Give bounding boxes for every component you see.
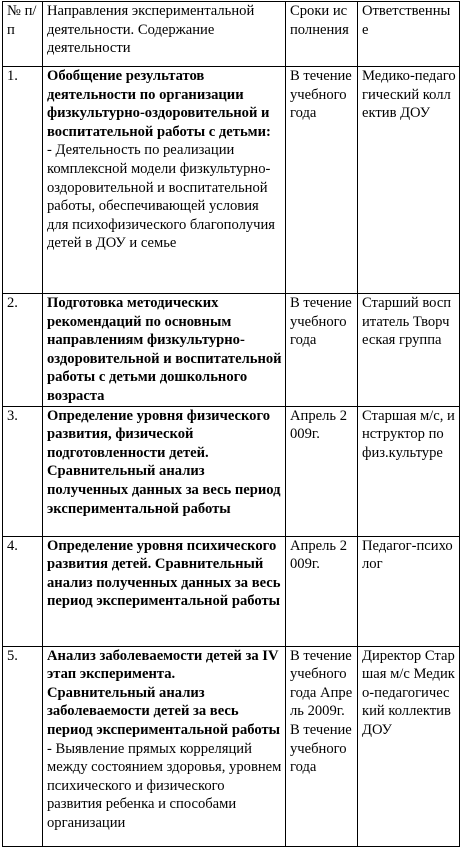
row-title: Определение уровня физического развития, физической подготовленности детей. Сравнительный анализ полученных данных за весь период экспериментальной работы bbox=[47, 407, 281, 517]
row-term: Апрель 2009г. bbox=[286, 406, 358, 536]
row-num: 3. bbox=[3, 406, 43, 536]
row-responsible: Старший воспитатель Творческая группа bbox=[358, 294, 460, 407]
table-row bbox=[3, 67, 460, 294]
row-title: Анализ заболеваемости детей за IV этап эксперимента. Сравнительный анализ заболеваемости детей за весь период экспериментальной работы bbox=[47, 647, 281, 738]
row-responsible: Старшая м/с, инструктор по физ.культуре bbox=[358, 406, 460, 536]
header-term: Сроки исполнения bbox=[286, 2, 358, 67]
row-direction bbox=[43, 646, 286, 846]
row-num: 4. bbox=[3, 536, 43, 646]
row-term: В течение учебного года bbox=[286, 67, 358, 294]
row-direction bbox=[43, 406, 286, 536]
experiment-plan-table bbox=[2, 1, 460, 847]
header-num: № п/п bbox=[3, 2, 43, 67]
row-responsible: Медико-педагогический коллектив ДОУ bbox=[358, 67, 460, 294]
row-num: 1. bbox=[3, 67, 43, 294]
table-row bbox=[3, 294, 460, 407]
table-row bbox=[3, 646, 460, 846]
row-title: Подготовка методических рекомендаций по основным направлениям физкультурно-оздоровительной и воспитательной работы с детьми дошкольного возраста bbox=[47, 295, 282, 404]
row-direction bbox=[43, 536, 286, 646]
table-row bbox=[3, 536, 460, 646]
row-responsible: Директор Старшая м/с Медико-педагогический коллектив ДОУ bbox=[358, 646, 460, 846]
row-direction bbox=[43, 67, 286, 294]
row-term: В течение учебного года bbox=[286, 294, 358, 407]
row-num: 2. bbox=[3, 294, 43, 407]
row-num: 5. bbox=[3, 646, 43, 846]
row-desc: - Выявление прямых корреляций между состоянием здоровья, уровнем психического и физического развития ребенка и способами организации bbox=[47, 740, 282, 831]
row-direction bbox=[43, 294, 286, 407]
row-desc: - Деятельность по реализации комплексной модели физкультурно-оздоровительной и воспитательной работы, обеспечивающей условия для психофизического благополучия детей в ДОУ и семье bbox=[47, 142, 276, 252]
row-responsible: Педагог-психолог bbox=[358, 536, 460, 646]
table-header-row bbox=[3, 2, 460, 67]
header-direction: Направления экспериментальной деятельности. Содержание деятельности bbox=[43, 2, 286, 67]
table-row bbox=[3, 406, 460, 536]
row-title: Обобщение результатов деятельности по организации физкультурно-оздоровительной и воспитательной работы с детьми: bbox=[47, 68, 271, 140]
row-term: Апрель 2009г. bbox=[286, 536, 358, 646]
row-title: Определение уровня психического развития детей. Сравнительный анализ полученных данных за весь период экспериментальной работы bbox=[47, 537, 281, 610]
row-term: В течение учебного года Апрель 2009г. В течение учебного года bbox=[286, 646, 358, 846]
header-responsible: Ответственные bbox=[358, 2, 460, 67]
